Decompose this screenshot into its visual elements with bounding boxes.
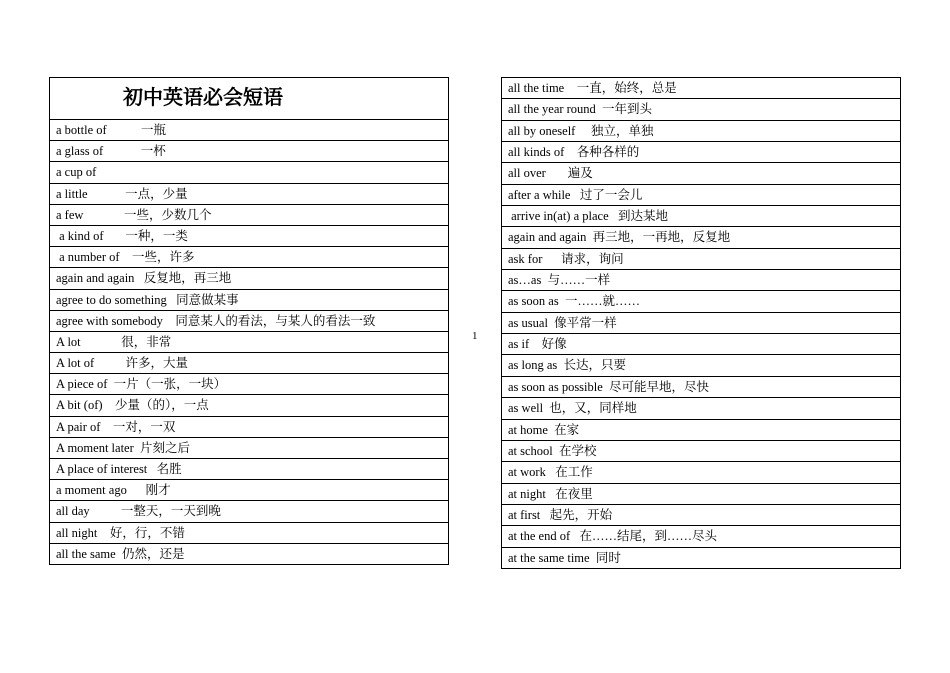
table-row: as soon as possible 尽可能早地，尽快 [502, 377, 900, 398]
table-row: all night 好，行，不错 [50, 523, 448, 544]
table-row: all over 遍及 [502, 163, 900, 184]
table-row: again and again 反复地，再三地 [50, 268, 448, 289]
table-row: ask for 请求，询问 [502, 249, 900, 270]
table-row: agree to do something 同意做某事 [50, 290, 448, 311]
right-rows [502, 78, 900, 568]
phrase-table-left [49, 77, 449, 565]
table-row: A lot 很，非常 [50, 332, 448, 353]
table-row: at the end of 在……结尾，到……尽头 [502, 526, 900, 547]
table-row: all the year round 一年到头 [502, 99, 900, 120]
table-row: A bit (of) 少量（的），一点 [50, 395, 448, 416]
table-row: arrive in(at) a place 到达某地 [502, 206, 900, 227]
table-row: all day 一整天，一天到晚 [50, 501, 448, 522]
table-row: a few 一些，少数几个 [50, 205, 448, 226]
table-row: as…as 与……一样 [502, 270, 900, 291]
table-row: at first 起先，开始 [502, 505, 900, 526]
table-row: A moment later 片刻之后 [50, 438, 448, 459]
table-row: as long as 长达，只要 [502, 355, 900, 376]
table-row: at home 在家 [502, 420, 900, 441]
table-row: at night 在夜里 [502, 484, 900, 505]
table-row: as usual 像平常一样 [502, 313, 900, 334]
table-row: at the same time 同时 [508, 550, 621, 565]
phrase-table-right [501, 77, 901, 569]
table-row: again and again 再三地，一再地，反复地 [502, 227, 900, 248]
table-row: all the same 仍然，还是 [56, 546, 185, 561]
table-row: a little 一点，少量 [50, 184, 448, 205]
table-row: as well 也，又，同样地 [502, 398, 900, 419]
table-row: at school 在学校 [502, 441, 900, 462]
table-row: at work 在工作 [502, 462, 900, 483]
table-row: a bottle of 一瓶 [50, 120, 448, 141]
page-number: 1 [472, 330, 478, 342]
table-row: all kinds of 各种各样的 [502, 142, 900, 163]
table-row: a kind of 一种，一类 [50, 226, 448, 247]
table-row: agree with somebody 同意某人的看法，与某人的看法一致 [50, 311, 448, 332]
table-row: A lot of 许多，大量 [50, 353, 448, 374]
table-row: as if 好像 [502, 334, 900, 355]
table-row: A piece of 一片（一张，一块） [50, 374, 448, 395]
table-row: after a while 过了一会儿 [502, 185, 900, 206]
table-row: a cup of [50, 162, 448, 183]
table-row: all the time 一直，始终，总是 [502, 78, 900, 99]
table-row: a number of 一些，许多 [50, 247, 448, 268]
table-row: all by oneself 独立，单独 [502, 121, 900, 142]
table-row: A pair of 一对，一双 [50, 417, 448, 438]
table-row: A place of interest 名胜 [50, 459, 448, 480]
left-rows [50, 120, 448, 564]
table-row: a glass of 一杯 [50, 141, 448, 162]
document-title: 初中英语必会短语 [50, 78, 448, 120]
table-row: as soon as 一……就…… [502, 291, 900, 312]
table-row: a moment ago 刚才 [50, 480, 448, 501]
